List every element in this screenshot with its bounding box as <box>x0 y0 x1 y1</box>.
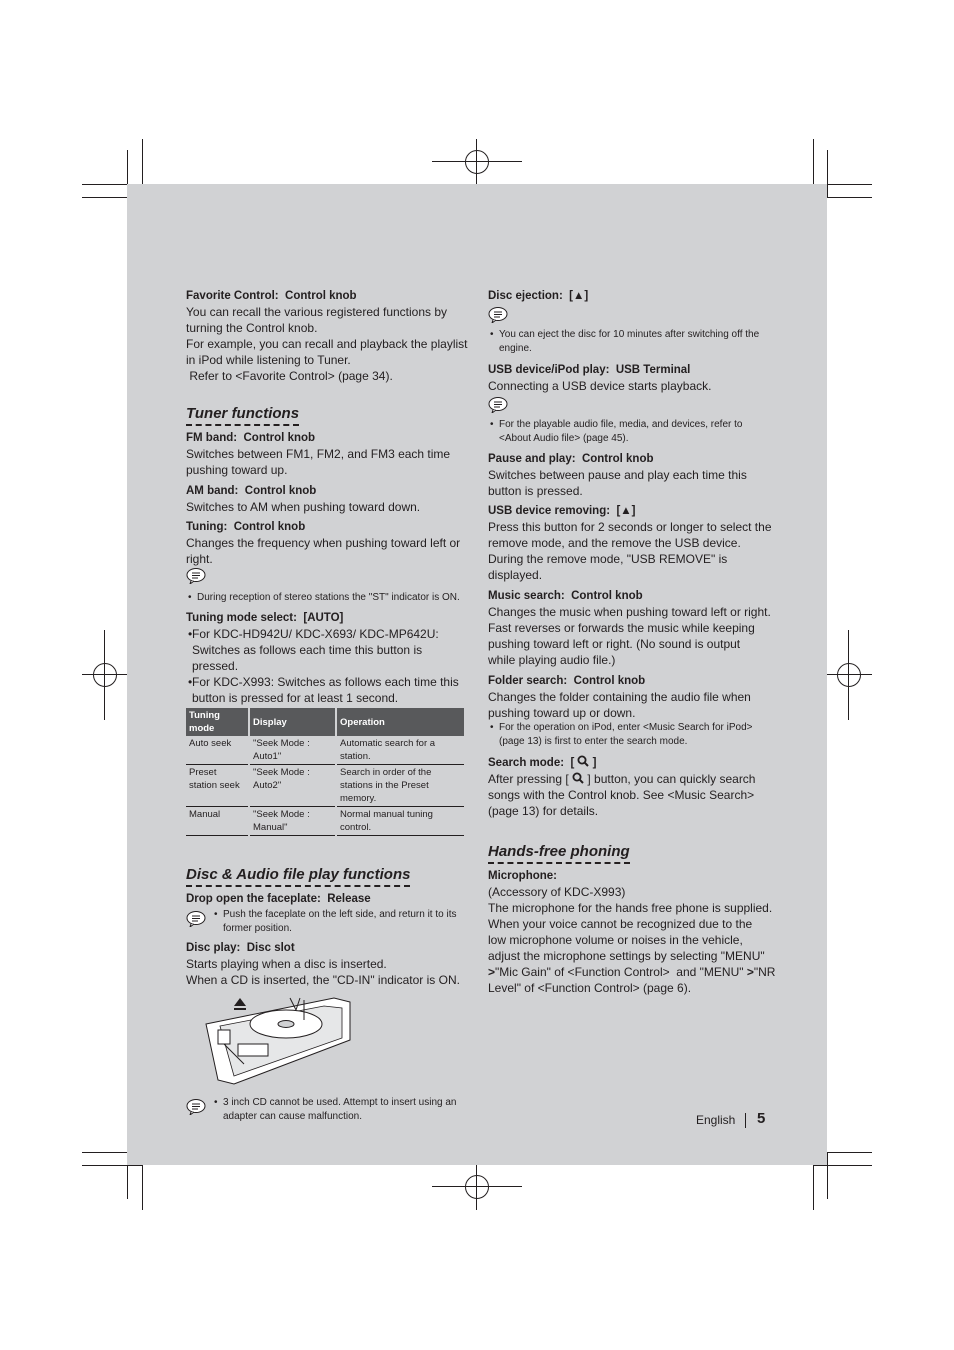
drop-faceplate-title: Drop open the faceplate: Release <box>186 893 371 905</box>
body-line: Changes the folder containing the audio file when <box>488 690 751 704</box>
body-line: turning the Control knob. <box>186 321 318 335</box>
tuning-mode-select-title: Tuning mode select: [AUTO] <box>186 612 344 624</box>
note-text: • For the operation on iPod, enter <Music Search for iPod> (page 13) is first to enter the search mode. <box>488 721 773 749</box>
body-line: Switches to AM when pushing toward down. <box>186 500 421 514</box>
registration-mark <box>465 150 489 174</box>
section-heading-disc: Disc & Audio file play functions <box>186 866 410 887</box>
search-icon <box>572 772 584 784</box>
body-line: Changes the music when pushing toward left or right. <box>488 605 771 619</box>
body-line: while playing audio file.) <box>488 653 616 667</box>
registration-line <box>848 630 849 720</box>
right-column <box>488 288 776 996</box>
footer-language: English <box>696 1113 736 1127</box>
body-line: low microphone volume or noises in the vehicle, <box>488 933 743 947</box>
registration-mark <box>93 663 117 687</box>
disc-play-title: Disc play: Disc slot <box>186 942 295 954</box>
table-header: Operation <box>336 708 465 736</box>
table-row: Preset station seek "Seek Mode : Auto2" Search in order of the stations in the Preset memory. <box>186 765 465 807</box>
bullet-item: • For KDC-HD942U/ KDC-X693/ KDC-MP642U: Switches as follows each time this button is pressed. <box>186 626 471 674</box>
fm-band-title: FM band: Control knob <box>186 432 316 444</box>
table-header: Tuning mode <box>186 708 249 736</box>
section-heading-tuner: Tuner functions <box>186 405 299 426</box>
registration-line <box>476 1165 477 1210</box>
music-search-title: Music search: Control knob <box>488 590 643 602</box>
crop-mark <box>827 1152 828 1199</box>
crop-mark <box>813 1165 872 1166</box>
body-line: After pressing [ ] button, you can quickly search <box>488 772 756 786</box>
usb-removing-title: USB device removing: [▲] <box>488 505 636 517</box>
note-text: • You can eject the disc for 10 minutes after switching off the engine. <box>488 328 773 356</box>
table-row: Auto seek "Seek Mode : Auto1" Automatic search for a station. <box>186 736 465 765</box>
registration-line <box>432 1186 522 1187</box>
disc-ejection-title: Disc ejection: [▲] <box>488 290 589 302</box>
crop-mark <box>827 150 828 197</box>
note-text: • For the playable audio file, media, and devices, refer to <About Audio file> (page 45). <box>488 418 773 446</box>
note-icon <box>186 567 206 584</box>
note-text: • Push the faceplate on the left side, and return it to its former position. <box>212 908 471 936</box>
tuning-mode-table <box>186 708 466 836</box>
body-line: (page 13) for details. <box>488 804 599 818</box>
body-line: pushing toward left or right. (No sound is output <box>488 637 741 651</box>
body-line: For example, you can recall and playback the playlist <box>186 337 468 351</box>
registration-line <box>476 139 477 184</box>
body-line: Connecting a USB device starts playback. <box>488 379 712 393</box>
note-icon <box>488 306 508 323</box>
body-line: Press this button for 2 seconds or longer to select the <box>488 520 772 534</box>
body-line: adjust the microphone settings by selecting "MENU" <box>488 949 765 963</box>
body-line: You can recall the various registered functions by <box>186 305 448 319</box>
search-mode-title: Search mode: [ ] <box>488 757 597 769</box>
registration-line <box>827 674 872 675</box>
body-line: right. <box>186 552 213 566</box>
am-band-title: AM band: Control knob <box>186 485 317 497</box>
page-number: 5 <box>757 1110 766 1127</box>
body-line: Refer to <Favorite Control> (page 34). <box>186 369 393 383</box>
body-line: pushing toward up or down. <box>488 706 636 720</box>
body-line: The microphone for the hands free phone is supplied. <box>488 901 773 915</box>
body-line: Changes the frequency when pushing toward left or <box>186 536 461 550</box>
body-line: button is pressed. <box>488 484 583 498</box>
registration-line <box>104 630 105 720</box>
body-line: songs with the Control knob. See <Music Search> <box>488 788 755 802</box>
body-line: (Accessory of KDC-X993) <box>488 885 626 899</box>
registration-line <box>432 161 522 162</box>
left-column <box>186 288 471 1124</box>
body-line: Starts playing when a disc is inserted. <box>186 957 387 971</box>
body-line: Switches between FM1, FM2, and FM3 each time <box>186 447 451 461</box>
note-text: • During reception of stereo stations the "ST" indicator is ON. <box>186 591 471 605</box>
table-row: Manual "Seek Mode : Manual" Normal manual tuning control. <box>186 807 465 836</box>
arrow-icon: > <box>488 965 496 979</box>
body-line: Switches between pause and play each time this <box>488 468 747 482</box>
arrow-icon: > <box>746 965 754 979</box>
bullet-item: • For KDC-X993: Switches as follows each time this button is pressed for at least 1 second. <box>186 674 471 706</box>
disc-slot-illustration <box>204 994 354 1086</box>
favorite-control-title: Favorite Control: Control knob <box>186 290 357 302</box>
footer-divider <box>745 1113 746 1128</box>
tuning-title: Tuning: Control knob <box>186 521 306 533</box>
body-line: pushing toward up. <box>186 463 288 477</box>
note-icon <box>186 910 206 927</box>
folder-search-title: Folder search: Control knob <box>488 675 646 687</box>
body-line: >"Mic Gain" of <Function Control> and "MENU" >"NR <box>488 965 776 979</box>
table-header: Display <box>249 708 336 736</box>
body-line: During the remove mode, "USB REMOVE" is displayed. <box>488 552 728 582</box>
pause-play-title: Pause and play: Control knob <box>488 453 654 465</box>
microphone-title: Microphone: <box>488 870 557 882</box>
note-text: • 3 inch CD cannot be used. Attempt to insert using an adapter can cause malfunction. <box>212 1096 471 1124</box>
body-line: When a CD is inserted, the "CD-IN" indicator is ON. <box>186 973 460 987</box>
body-line: Level" of <Function Control> (page 6). <box>488 981 692 995</box>
registration-mark <box>465 1175 489 1199</box>
body-line: Fast reverses or forwards the music while keeping <box>488 621 755 635</box>
note-icon <box>488 396 508 413</box>
usb-play-title: USB device/iPod play: USB Terminal <box>488 364 691 376</box>
crop-mark <box>82 1165 142 1166</box>
body-line: in iPod while listening to Tuner. <box>186 353 351 367</box>
body-line: remove mode, and the remove the USB device. <box>488 536 741 550</box>
body-line: When your voice cannot be recognized due to the <box>488 917 753 931</box>
note-icon <box>186 1098 206 1115</box>
search-icon <box>577 755 589 767</box>
registration-mark <box>837 663 861 687</box>
section-heading-hands-free: Hands-free phoning <box>488 843 630 864</box>
